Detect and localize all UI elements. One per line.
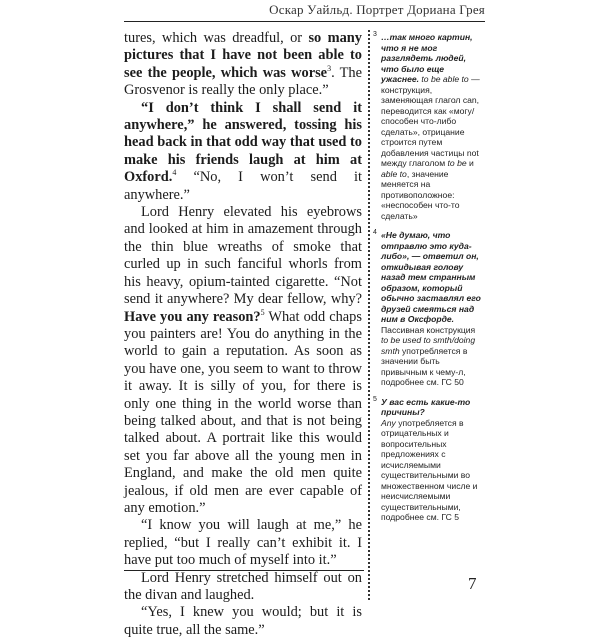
running-title: Оскар Уайльд. Портрет Дориана Грея: [269, 2, 485, 17]
note-5: [373, 395, 481, 523]
note-number: 5: [373, 395, 377, 403]
paragraph-5: Lord Henry stretched himself out on the divan and laughed.: [124, 569, 362, 603]
bold-phrase: so many pictures that I have not been able to see the people, which was worse: [124, 30, 362, 81]
footnote-ref-3: 3: [327, 64, 332, 74]
bold-phrase: Have you any reason?: [124, 308, 261, 325]
page-number: 7: [468, 574, 477, 593]
note-translation: У вас есть какие-то причины?: [381, 396, 471, 417]
footnote-ref-5: 5: [260, 307, 265, 317]
note-term: to be used to smth/doing smth: [381, 335, 476, 356]
note-text: — конструкция, заменяющая глагол can, переводится как «могу/способен что-либо сделать», отрицание строится путем добавления частицы not между глаголом: [381, 74, 480, 168]
note-text: , значение меняется на противоположное: «неспособен что-то сделать»: [381, 168, 460, 221]
text-run: Lord Henry elevated his eyebrows and looked at him in amazement through the thin blue wreaths of smoke that curled up in such fanciful whorls from his heavy, opium-tainted cigarette. “Not send it anywhere? My dear fellow, why?: [124, 204, 362, 308]
text-run: What odd chaps you painters are! You do anything in the world to gain a reputation. As soon as you have one, you seem to want to throw it away. It is silly of you, for there is only one thing in the world worse than being talked about, and that is not being talked about. A portrait like this would set you far above all the young men in England, and make the old men quite jealous, if old men are ever capable of any emotion.”: [124, 308, 362, 516]
note-text: и: [466, 158, 474, 168]
text-run: . The Grosvenor is really the only place.”: [124, 64, 362, 99]
paragraph-4: “I know you will laugh at me,” he replied, “but I really can’t exhibit it. I have put too much of myself into it.”: [124, 517, 362, 569]
footnote-ref-4: 4: [172, 168, 177, 178]
note-number: 3: [373, 31, 377, 38]
dotted-divider: [368, 30, 370, 600]
text-run: tures, which was dreadful, or: [124, 30, 309, 46]
note-text: употребляется в значении быть привычным к чему-л, подробнее см. ГС 50: [381, 345, 468, 387]
main-text-column: [124, 30, 362, 639]
note-term: to be able to: [421, 74, 469, 84]
note-translation: «Не думаю, что отправлю это куда-либо», — ответил он, откидывая голову назад тем странным образом, который обычно заставлял его друзей смеяться над ним в Оксфорде.: [381, 230, 481, 324]
bottom-rule: [124, 570, 364, 571]
paragraph-1: [124, 30, 362, 100]
note-term: to be: [447, 158, 467, 168]
running-header: [124, 0, 485, 22]
note-number: 4: [373, 229, 377, 236]
note-3: [373, 31, 481, 221]
paragraph-2: [124, 100, 362, 204]
note-term: able to: [381, 168, 407, 179]
paragraph-6: “Yes, I knew you would; but it is quite true, all the same.”: [124, 604, 362, 638]
note-term: Any: [381, 417, 396, 428]
text-run: “No, I won’t send it anywhere.”: [124, 169, 362, 203]
notes-column: [373, 31, 481, 532]
bold-phrase: “I don’t think I shall send it anywhere,” he answered, tossing his head back in that odd way that used to make his friends laugh at him at Oxford.: [124, 99, 362, 186]
note-translation: …так много картин, что я не мог разглядеть людей, что было еще ужаснее.: [381, 32, 473, 84]
note-text: Пассивная конструкция: [381, 324, 476, 335]
paragraph-3: [124, 204, 362, 517]
note-text: употребляется в отрицательных и вопросительных предложениях с исчисляемыми существительными во множественном числе и неисчисляемыми существительными, подробнее см. ГС 5: [381, 417, 478, 522]
note-4: [373, 229, 481, 388]
